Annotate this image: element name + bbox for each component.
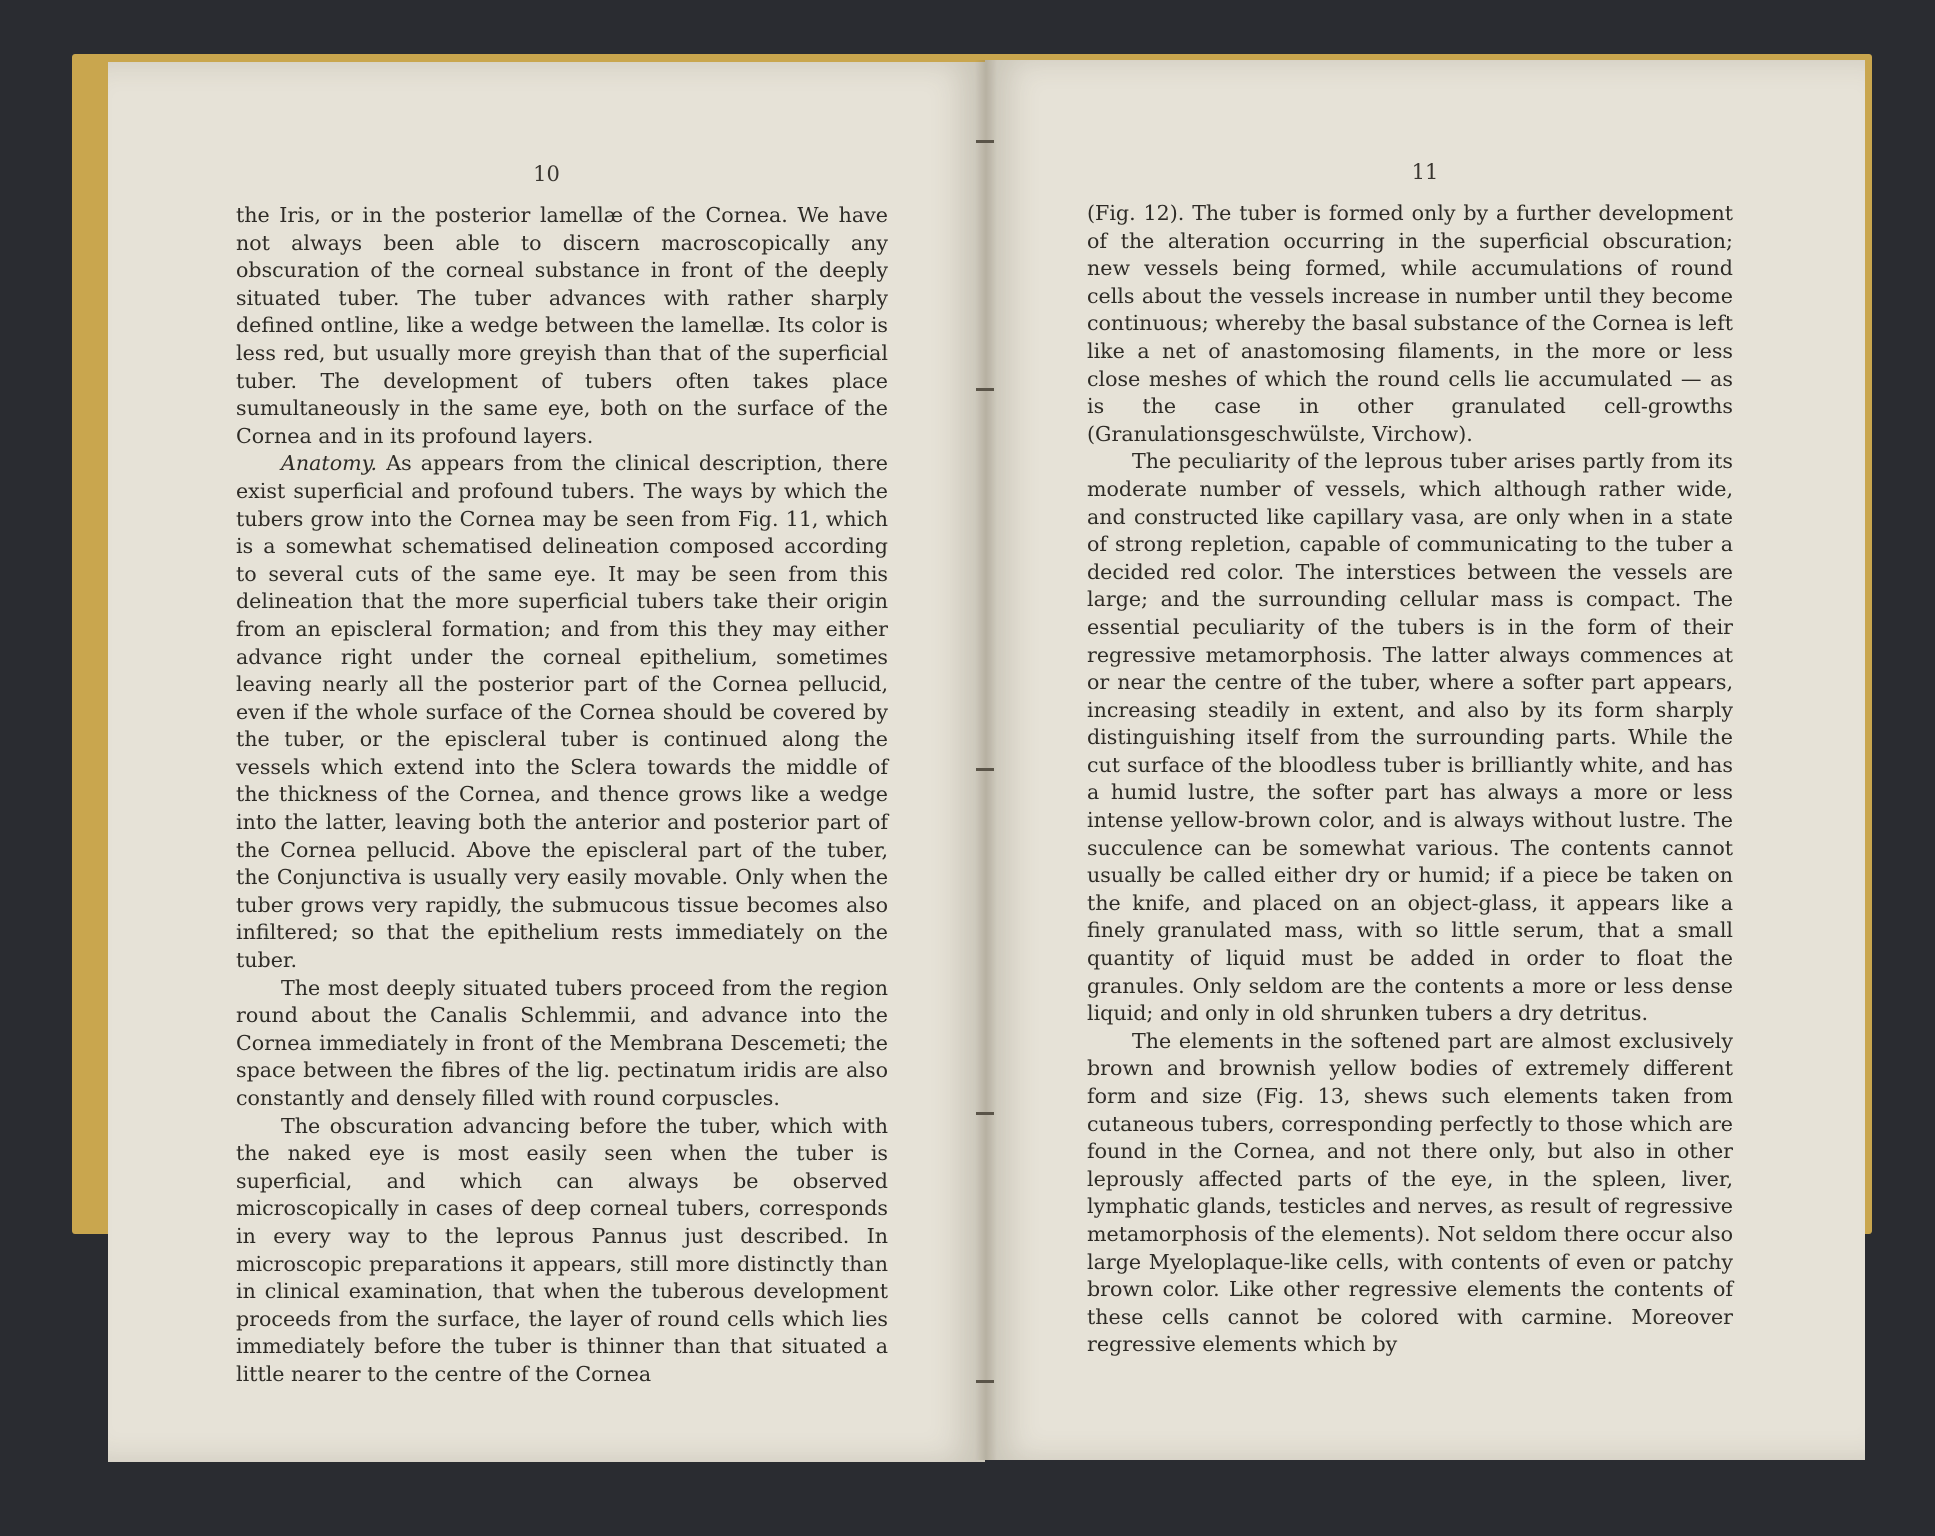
binding-stitch bbox=[976, 1112, 994, 1115]
paragraph-body: As appears from the clinical description, there exist superficial and profound tubers. The ways by which the tubers grow into the Cornea may be seen from Fig. 11, which is a somewhat schematised delineation composed according to several cuts of the same eye. It may be seen from this delineation that the more superficial tubers take their origin from an episcleral formation; and from this they may either advance right under the corneal epithelium, sometimes leaving nearly all the posterior part of the Cornea pellucid, even if the whole surface of the Cornea should be covered by the tuber, or the episcleral tuber is continued along the vessels which extend into the Sclera towards the middle of the thickness of the Cornea, and thence grows like a wedge into the latter, leaving both the anterior and posterior part of the Cornea pellucid. Above the episcleral part of the tuber, the Conjunctiva is usually very easily movable. Only when the tuber grows very rapidly, the submucous tissue becomes also infiltered; so that the epithelium rests immediately on the tuber. bbox=[236, 451, 888, 973]
paragraph: The most deeply situated tubers proceed from the region round about the Canalis Schlemmii, and advance into the Cornea immediately in front of the Membrana Descemeti; the space between the fibres of the lig. pectinatum iridis are also constantly and densely filled with round corpuscles. bbox=[236, 975, 888, 1110]
binding-stitch bbox=[976, 388, 994, 391]
page-number: 10 bbox=[533, 162, 560, 186]
paragraph: (Fig. 12). The tuber is formed only by a further development of the alteration occurring in the superficial obscuration; new vessels being formed, while accumulations of round cells about the vessels increase in number until they become continuous; whereby the basal substance of the Cornea is left like a net of anastomosing filaments, in the more or less close meshes of which the round cells lie accumulated — as is the case in other granulated cell-growths (Granulationsgeschwülste, Virchow). bbox=[1087, 201, 1733, 446]
right-page bbox=[985, 60, 1865, 1460]
binding-stitch bbox=[976, 140, 994, 143]
binding-stitch bbox=[976, 768, 994, 771]
page-number: 11 bbox=[1411, 160, 1439, 184]
left-page bbox=[108, 62, 985, 1462]
book-gutter bbox=[975, 60, 997, 1460]
page-text bbox=[1087, 200, 1733, 1359]
paragraph: The obscuration advancing before the tuber, which with the naked eye is most easily seen when the tuber is superficial, and which can always be observed microscopically in cases of deep corneal tubers, corresponds in every way to the leprous Pannus just described. In microscopic preparations it appears, still more distinctly than in clinical examination, that when the tuberous development proceeds from the surface, the layer of round cells which lies immediately before the tuber is thinner than that situated a little nearer to the centre of the Cornea bbox=[236, 1113, 888, 1386]
binding-stitch bbox=[976, 1380, 994, 1383]
paragraph: The peculiarity of the leprous tuber arises partly from its moderate number of vessels, which although rather wide, and constructed like capillary vasa, are only when in a state of strong repletion, capable of communicating to the tuber a decided red color. The interstices between the vessels are large; and the surrounding cellular mass is compact. The essential peculiarity of the tubers is in the form of their regressive metamorphosis. The latter always commences at or near the centre of the tuber, where a softer part appears, increasing steadily in extent, and also by its form sharply distinguishing itself from the surrounding parts. While the cut surface of the bloodless tuber is brilliantly white, and has a humid lustre, the softer part has always a more or less intense yellow-brown color, and is always without lustre. The succulence can be somewhat various. The contents cannot usually be called either dry or humid; if a piece be taken on the knife, and placed on an object-glass, it appears like a finely granulated mass, with so little serum, that a small quantity of liquid must be added in order to float the granules. Only seldom are the contents a more or less dense liquid; and only in old shrunken tubers a dry detritus. bbox=[1087, 449, 1733, 1026]
page-text bbox=[236, 202, 888, 1389]
paragraph: The elements in the softened part are almost exclusively brown and brownish yellow bodies of extremely different form and size (Fig. 13, shews such elements taken from cutaneous tubers, corresponding perfectly to those which are found in the Cornea, and not there only, but also in other leprously affected parts of the eye, in the spleen, liver, lymphatic glands, testicles and nerves, as result of regressive metamorphosis of the elements). Not seldom there occur also large Myeloplaque-like cells, with contents of even or patchy brown color. Like other regressive elements the contents of these cells cannot be colored with carmine. Moreover regressive elements which by bbox=[1087, 1028, 1733, 1357]
paragraph: the Iris, or in the posterior lamellæ of the Cornea. We have not always been able to discern macroscopically any obscuration of the corneal substance in front of the deeply situated tuber. The tuber advances with rather sharply defined ontline, like a wedge between the lamellæ. Its color is less red, but usually more greyish than that of the superficial tuber. The development of tubers often takes place sumultaneously in the same eye, both on the surface of the Cornea and in its profound layers. bbox=[236, 203, 888, 448]
paragraph bbox=[236, 450, 888, 974]
section-heading: Anatomy. bbox=[281, 451, 378, 476]
